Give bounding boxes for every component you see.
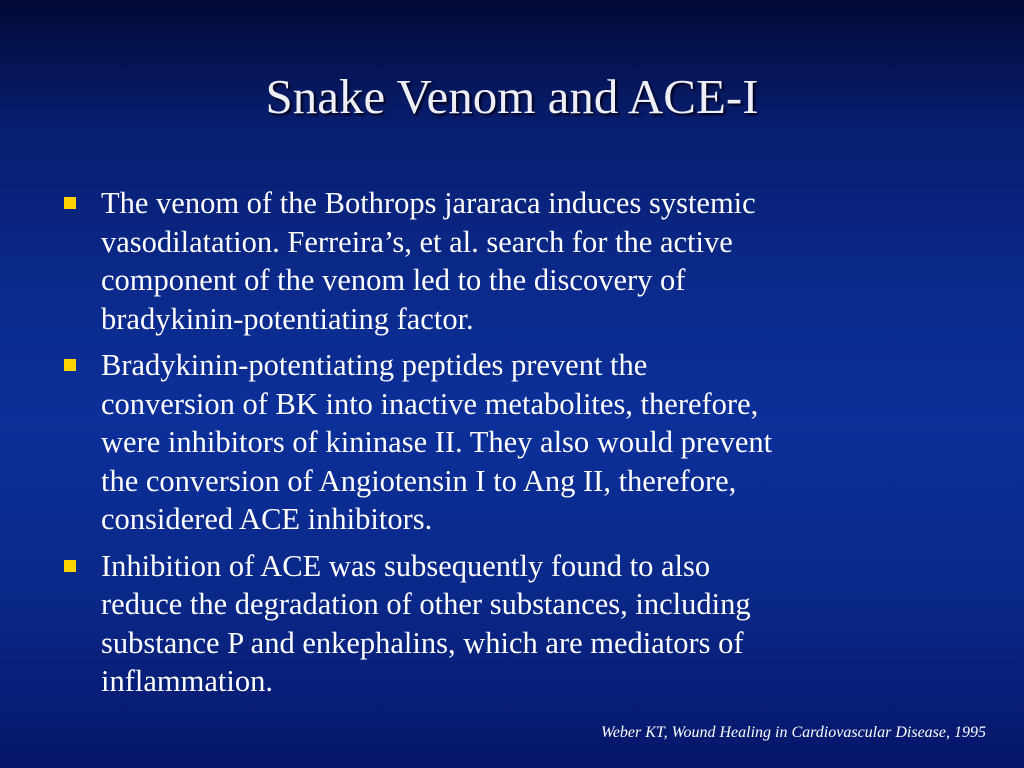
- slide-title: Snake Venom and ACE-I: [265, 69, 759, 124]
- bullet-line: bradykinin-potentiating factor.: [101, 301, 474, 336]
- bullet-line: vasodilatation. Ferreira’s, et al. search for the active: [101, 224, 733, 259]
- bullet-line: reduce the degradation of other substances, including: [101, 587, 751, 621]
- bullet-line: considered ACE inhibitors.: [101, 502, 433, 536]
- bullet-item-1: [62, 184, 962, 338]
- bullet-line: the conversion of Angiotensin I to Ang II, therefore,: [101, 463, 737, 498]
- bullet-line: conversion of BK into inactive metabolites, therefore,: [101, 386, 759, 421]
- bullet-line: substance P and enkephalins, which are mediators of: [101, 625, 744, 660]
- bullet-line: Inhibition of ACE was subsequently found to also: [101, 548, 711, 583]
- bullet-item-2: [62, 346, 962, 539]
- bullet-line: Bradykinin-potentiating peptides prevent the: [101, 348, 648, 382]
- square-bullet-icon: [64, 560, 76, 572]
- bullet-item-3: [62, 547, 962, 701]
- bullet-line: were inhibitors of kininase II. They also would prevent: [101, 425, 773, 459]
- square-bullet-icon: [64, 359, 76, 371]
- bullet-line: inflammation.: [101, 664, 273, 698]
- bullet-line: The venom of the Bothrops jararaca induces systemic: [101, 186, 756, 220]
- bullet-list: [62, 184, 962, 709]
- bullet-line: component of the venom led to the discovery of: [101, 263, 686, 297]
- citation: Weber KT, Wound Healing in Cardiovascular Disease, 1995: [600, 724, 986, 741]
- square-bullet-icon: [64, 197, 76, 209]
